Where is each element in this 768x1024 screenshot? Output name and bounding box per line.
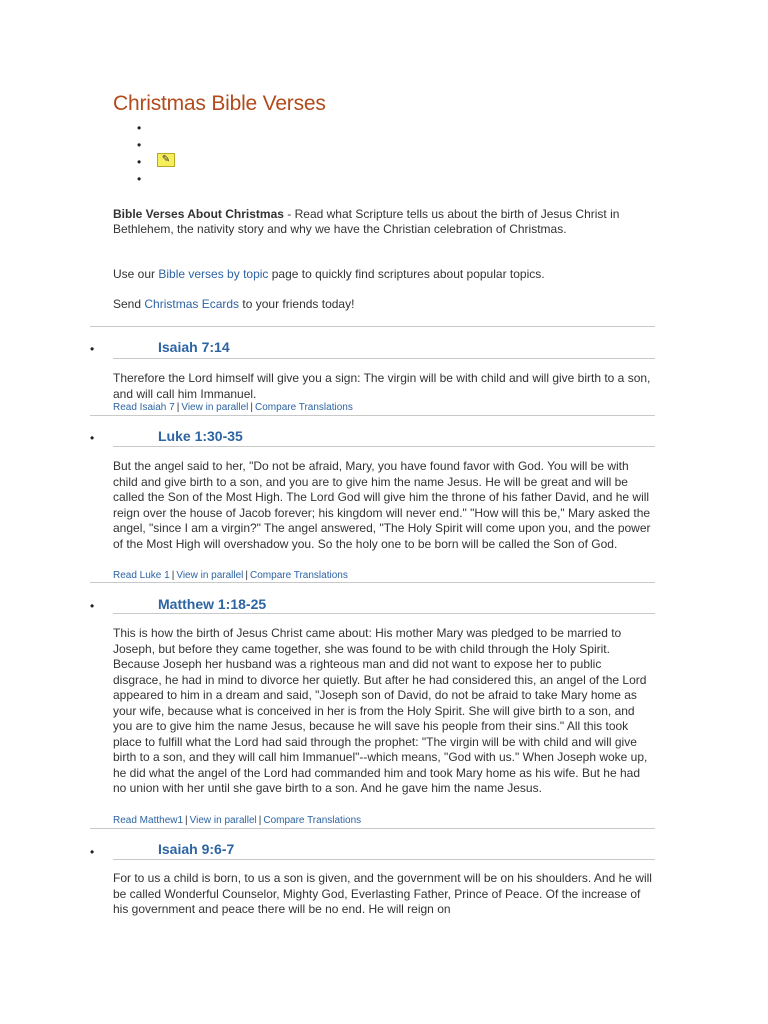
page-title: Christmas Bible Verses bbox=[113, 92, 326, 115]
ecard-prefix: Send bbox=[113, 297, 145, 311]
read-chapter-link[interactable]: Read Luke 1 bbox=[113, 570, 170, 581]
topic-suffix: page to quickly find scriptures about popular topics. bbox=[268, 267, 545, 281]
verse-reference[interactable]: Isaiah 9:6-7 bbox=[158, 841, 235, 857]
verse-links: Read Luke 1 | View in parallel | Compare Translations bbox=[113, 570, 348, 581]
divider bbox=[113, 859, 655, 860]
verse-reference[interactable]: Luke 1:30-35 bbox=[158, 428, 243, 444]
intro-paragraph bbox=[113, 207, 633, 237]
view-in-parallel-link[interactable]: View in parallel bbox=[176, 570, 244, 581]
verse-text: For to us a child is born, to us a son is given, and the government will be on his shoulders. And he will be called Wonderful Counselor, Mighty God, Everlasting Father, Prince of Peace. Of the increase of his government and peace there will be no end. He will reign on bbox=[113, 871, 652, 916]
divider bbox=[113, 613, 655, 614]
verse-reference[interactable]: Matthew 1:18-25 bbox=[158, 596, 267, 612]
topic-paragraph bbox=[113, 267, 633, 282]
divider bbox=[90, 326, 655, 327]
ecard-suffix: to your friends today! bbox=[239, 297, 355, 311]
compare-translations-link[interactable]: Compare Translations bbox=[263, 815, 362, 826]
compare-translations-link[interactable]: Compare Translations bbox=[255, 402, 353, 413]
divider bbox=[90, 582, 655, 583]
compare-translations-link[interactable]: Compare Translations bbox=[250, 570, 348, 581]
christmas-ecards-link[interactable]: Christmas Ecards bbox=[144, 297, 240, 311]
verse-reference[interactable]: Isaiah 7:14 bbox=[158, 339, 230, 355]
share-icon[interactable]: ✎ bbox=[157, 153, 175, 167]
verse-text: But the angel said to her, "Do not be afraid, Mary, you have found favor with God. You will be with child and give birth to a son, and you are to give him the name Jesus. He will be great and will be called the Son of the Most High. The Lord God will give him the throne of his father David, and he will reign over the house of Jacob forever; his kingdom will never end." "How will this be," Mary asked the angel, "since I am a virgin?" The angel answered, "The Holy Spirit will come upon you, and the power of the Most High will overshadow you. So the holy one to be born will be called the Son of God. bbox=[113, 459, 651, 551]
ecard-paragraph bbox=[113, 297, 633, 312]
verse-text: Therefore the Lord himself will give you a sign: The virgin will be with child and will give birth to a son, and will call him Immanuel. bbox=[113, 371, 651, 401]
divider bbox=[90, 828, 655, 829]
bible-verses-by-topic-link[interactable]: Bible verses by topic bbox=[158, 267, 269, 281]
divider bbox=[113, 358, 655, 359]
verse-text: This is how the birth of Jesus Christ came about: His mother Mary was pledged to be married to Joseph, but before they came together, she was found to be with child through the Holy Spirit. Because Joseph her husband was a righteous man and did not want to expose her to public disgrace, he had in mind to divorce her quietly. But after he had considered this, an angel of the Lord appeared to him in a dream and said, "Joseph son of David, do not be afraid to take Mary home as your wife, because what is conceived in her is from the Holy Spirit. She will give birth to a son, and you are to give him the name Jesus, because he will save his people from their sins." All this took place to fulfill what the Lord had said through the prophet: "The virgin will be with child and will give birth to a son, and they will call him Immanuel"--which means, "God with us." When Joseph woke up, he did what the angel of the Lord had commanded him and took Mary home as his wife. But he had no union with her until she gave birth to a son. And he gave him the name Jesus. bbox=[113, 626, 648, 795]
divider bbox=[113, 446, 655, 447]
view-in-parallel-link[interactable]: View in parallel bbox=[181, 402, 249, 413]
read-chapter-link[interactable]: Read Isaiah 7 bbox=[113, 402, 175, 413]
verse-links: Read Matthew1 | View in parallel | Compare Translations bbox=[113, 815, 362, 826]
divider bbox=[90, 415, 655, 416]
verse-links: Read Isaiah 7 | View in parallel | Compare Translations bbox=[113, 402, 353, 413]
read-chapter-link[interactable]: Read Matthew1 bbox=[113, 815, 184, 826]
verse-bullet: • bbox=[90, 431, 95, 445]
topic-prefix: Use our bbox=[113, 267, 159, 281]
verse-bullet: • bbox=[90, 845, 95, 859]
verse-bullet: • bbox=[90, 342, 95, 356]
intro-bold: Bible Verses About Christmas bbox=[113, 207, 284, 221]
view-in-parallel-link[interactable]: View in parallel bbox=[189, 815, 257, 826]
verse-bullet: • bbox=[90, 599, 95, 613]
intro-text: - Read what Scripture tells us about the birth of Jesus Christ in Bethlehem, the nativity story and why we have the Christian celebration of Christmas. bbox=[113, 207, 620, 236]
